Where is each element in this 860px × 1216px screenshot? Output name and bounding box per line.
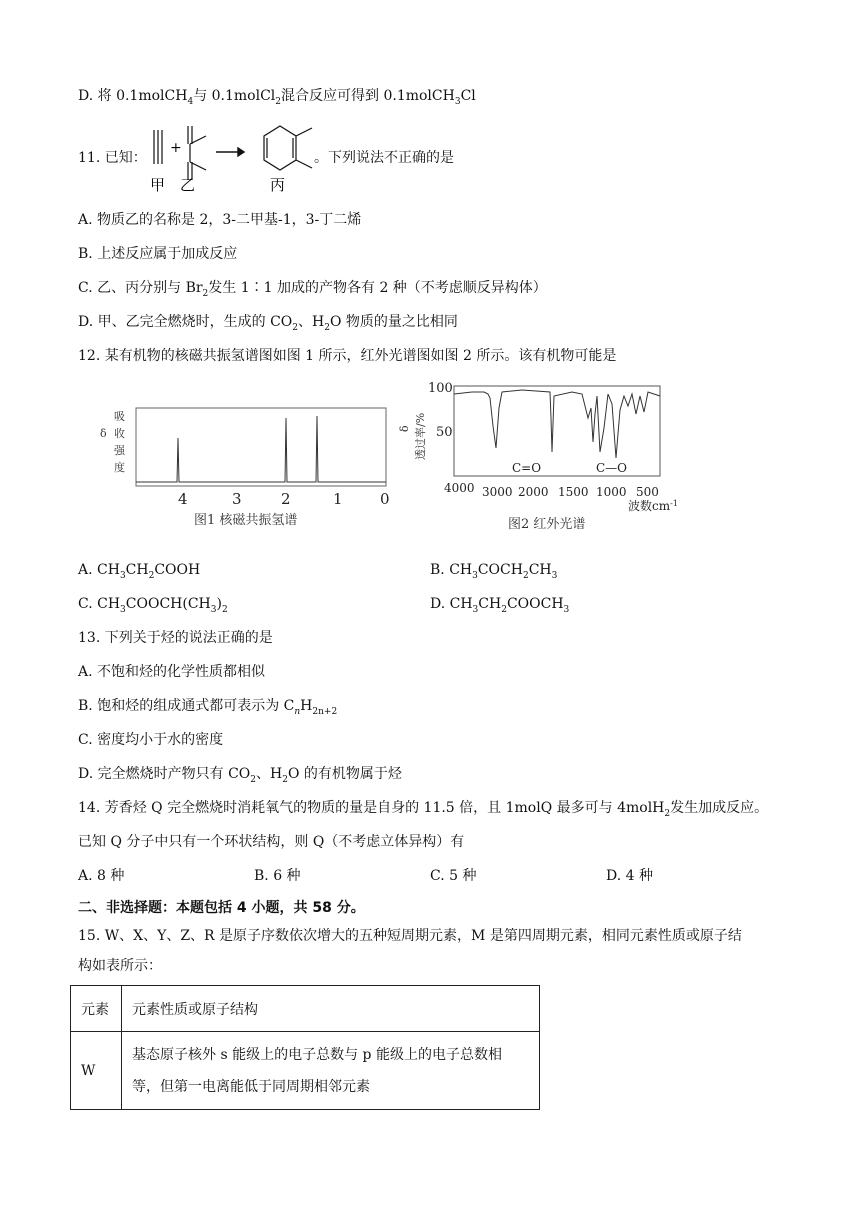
- svg-text:4: 4: [178, 490, 188, 508]
- svg-text:3000: 3000: [482, 485, 513, 499]
- plus-sign: +: [170, 140, 182, 156]
- figure1-caption: 图1 核磁共振氢谱: [194, 513, 298, 528]
- q11-lead: 11. 已知：: [78, 150, 147, 166]
- section-heading: 二、非选择题：本题包括 4 小题，共 58 分。: [78, 900, 365, 916]
- q12-option-b: B. $CH_3COCH_2CH_3$: [430, 562, 558, 581]
- reaction-arrow: [216, 148, 244, 156]
- q11-reaction-scheme: [140, 118, 340, 196]
- svg-text:1000: 1000: [596, 485, 627, 499]
- ir-delta-label: δ: [398, 425, 411, 432]
- nmr-delta-label: δ: [100, 427, 107, 440]
- svg-text:1500: 1500: [558, 485, 589, 499]
- ir-yticks: [428, 381, 453, 440]
- nmr-xticks: [178, 490, 390, 508]
- svg-text:50: 50: [436, 425, 453, 440]
- ir-trace: [454, 390, 660, 458]
- ir-xunit: 波数$cm^{-1}$: [628, 499, 678, 513]
- diene-structure: [188, 126, 206, 180]
- table-header-cell: 元素性质或原子结构: [122, 986, 540, 1032]
- q13-option-d: D. 完全燃烧时产物只有 $CO_2$、$H_2O$ 的有机物属于烃: [78, 766, 402, 785]
- q12-option-d: D. $CH_3CH_2COOCH_3$: [430, 596, 570, 615]
- nmr-trace: [136, 416, 386, 482]
- alkyne-structure: [154, 130, 162, 164]
- q13-option-a: A. 不饱和烃的化学性质都相似: [78, 664, 266, 680]
- ir-annotation-co-single: C—O: [596, 461, 628, 475]
- q13-option-b: B. 饱和烃的组成通式都可表示为 $C_nH_{2n+2}$: [78, 698, 338, 717]
- q15-stem-line1: 15. W、X、Y、Z、R 是原子序数依次增大的五种短周期元素，M 是第四周期元素，相同元素性质或原子结: [78, 928, 742, 944]
- table-cell-desc: 基态原子核外 s 能级上的电子总数与 p 能级上的电子总数相 等，但第一电离能低于同周期相邻元素: [122, 1032, 540, 1110]
- ir-annotation-co-double: C=O: [512, 461, 542, 475]
- q14-stem-line2: 已知 Q 分子中只有一个环状结构，则 Q（不考虑立体异构）有: [78, 834, 465, 850]
- q14-option-c: C. 5 种: [430, 868, 477, 884]
- svg-text:度: 度: [114, 461, 125, 474]
- q12-stem: 12. 某有机物的核磁共振氢谱图如图 1 所示，红外光谱图如图 2 所示。该有机物可能是: [78, 348, 617, 364]
- table-row: [71, 1032, 540, 1110]
- svg-text:3: 3: [232, 490, 242, 508]
- q11-option-d: D. 甲、乙完全燃烧时，生成的 $CO_2$、$H_2O$ 物质的量之比相同: [78, 314, 458, 333]
- nmr-frame: [136, 408, 386, 486]
- svg-text:吸: 吸: [114, 410, 125, 423]
- q12-option-c: C. $CH_3COOCH(CH_3)_2$: [78, 596, 228, 615]
- table-cell-element: W: [71, 1032, 122, 1110]
- q10-option-d: D. 将 0.1molCH$_4$与 0.1molCl$_2$混合反应可得到 0.1molCH$_3$Cl: [78, 88, 476, 107]
- ir-xticks: [444, 481, 659, 499]
- svg-text:500: 500: [636, 485, 659, 499]
- q11-option-c: C. 乙、丙分别与 $Br_2$发生 1∶1 加成的产物各有 2 种（不考虑顺反异构体）: [78, 280, 547, 299]
- svg-text:强: 强: [114, 444, 125, 457]
- svg-text:收: 收: [114, 427, 125, 440]
- label-jia: 甲: [150, 176, 166, 194]
- nmr-ylabel: [100, 410, 126, 474]
- q13-option-c: C. 密度均小于水的密度: [78, 732, 224, 748]
- label-bing: 丙: [270, 176, 286, 194]
- svg-text:4000: 4000: [444, 481, 475, 495]
- q12-option-a: A. $CH_3CH_2COOH$: [78, 562, 201, 581]
- figure2-ir-spectrum: [392, 378, 692, 534]
- svg-text:100: 100: [428, 381, 453, 396]
- q13-stem: 13. 下列关于烃的说法正确的是: [78, 630, 273, 646]
- table-header-row: [71, 986, 540, 1032]
- ir-ylabel: 透过率/%: [414, 412, 427, 460]
- q14-option-b: B. 6 种: [254, 868, 301, 884]
- svg-text:2000: 2000: [518, 485, 549, 499]
- q11-option-a: A. 物质乙的名称是 2，3-二甲基-1，3-丁二烯: [78, 212, 362, 228]
- q11-option-b: B. 上述反应属于加成反应: [78, 246, 238, 262]
- figure1-nmr-spectrum: [98, 400, 398, 534]
- q14-stem-line1: 14. 芳香烃 Q 完全燃烧时消耗氧气的物质的量是自身的 11.5 倍，且 1molQ 最多可与 4molH$_2$发生加成反应。: [78, 800, 769, 819]
- svg-text:2: 2: [281, 490, 291, 508]
- svg-text:0: 0: [380, 490, 390, 508]
- q15-stem-line2: 构如表所示：: [78, 958, 162, 974]
- ir-frame: [454, 386, 660, 476]
- q11-stem-tail: 。下列说法不正确的是: [314, 150, 454, 166]
- q14-option-d: D. 4 种: [606, 868, 653, 884]
- element-property-table: [70, 985, 540, 1110]
- q14-option-a: A. 8 种: [78, 868, 125, 884]
- svg-text:1: 1: [333, 490, 343, 508]
- product-ring-structure: [264, 126, 312, 170]
- figure2-caption: 图2 红外光谱: [508, 517, 586, 532]
- label-yi: 乙: [180, 176, 196, 194]
- table-header-cell: 元素: [71, 986, 122, 1032]
